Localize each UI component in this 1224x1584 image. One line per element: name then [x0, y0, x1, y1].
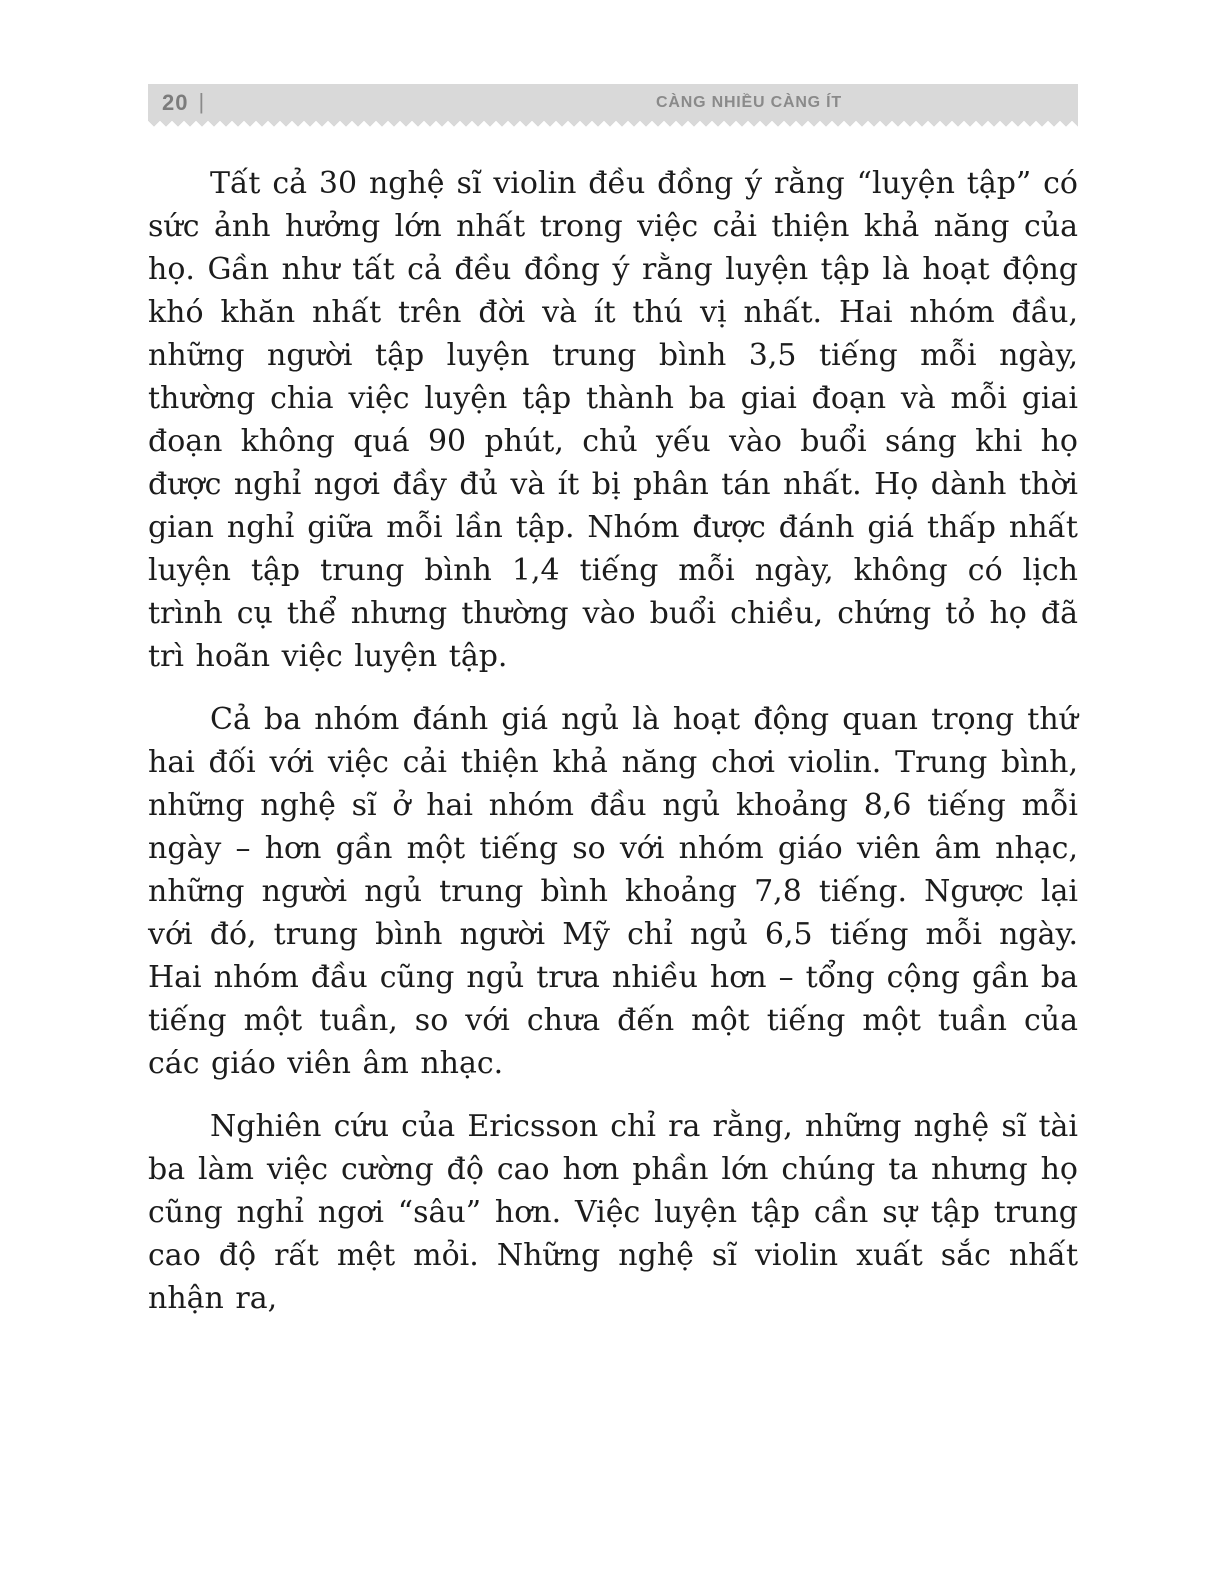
header-separator: |	[198, 88, 205, 114]
paragraph-3: Nghiên cứu của Ericsson chỉ ra rằng, những nghệ sĩ tài ba làm việc cường độ cao hơn phần lớn chúng ta nhưng họ cũng nghỉ ngơi “sâu” hơn. Việc luyện tập cần sự tập trung cao độ rất mệt mỏi. Những nghệ sĩ violin xuất sắc nhất nhận ra,	[148, 1109, 1078, 1316]
body-text	[148, 162, 1078, 1340]
page-header	[148, 84, 1078, 121]
running-title: CÀNG NHIỀU CÀNG ÍT	[656, 93, 842, 111]
paragraph-2: Cả ba nhóm đánh giá ngủ là hoạt động quan trọng thứ hai đối với việc cải thiện khả năng chơi violin. Trung bình, những nghệ sĩ ở hai nhóm đầu ngủ khoảng 8,6 tiếng mỗi ngày – hơn gần một tiếng so với nhóm giáo viên âm nhạc, những người ngủ trung bình khoảng 7,8 tiếng. Ngược lại với đó, trung bình người Mỹ chỉ ngủ 6,5 tiếng mỗi ngày. Hai nhóm đầu cũng ngủ trưa nhiều hơn – tổng cộng gần ba tiếng một tuần, so với chưa đến một tiếng một tuần của các giáo viên âm nhạc.	[148, 702, 1078, 1081]
paragraph-1: Tất cả 30 nghệ sĩ violin đều đồng ý rằng “luyện tập” có sức ảnh hưởng lớn nhất trong việc cải thiện khả năng của họ. Gần như tất cả đều đồng ý rằng luyện tập là hoạt động khó khăn nhất trên đời và ít thú vị nhất. Hai nhóm đầu, những người tập luyện trung bình 3,5 tiếng mỗi ngày, thường chia việc luyện tập thành ba giai đoạn và mỗi giai đoạn không quá 90 phút, chủ yếu vào buổi sáng khi họ được nghỉ ngơi đầy đủ và ít bị phân tán nhất. Họ dành thời gian nghỉ giữa mỗi lần tập. Nhóm được đánh giá thấp nhất luyện tập trung bình 1,4 tiếng mỗi ngày, không có lịch trình cụ thể nhưng thường vào buổi chiều, chứng tỏ họ đã trì hoãn việc luyện tập.	[148, 166, 1078, 674]
page-number: 20	[162, 89, 189, 115]
